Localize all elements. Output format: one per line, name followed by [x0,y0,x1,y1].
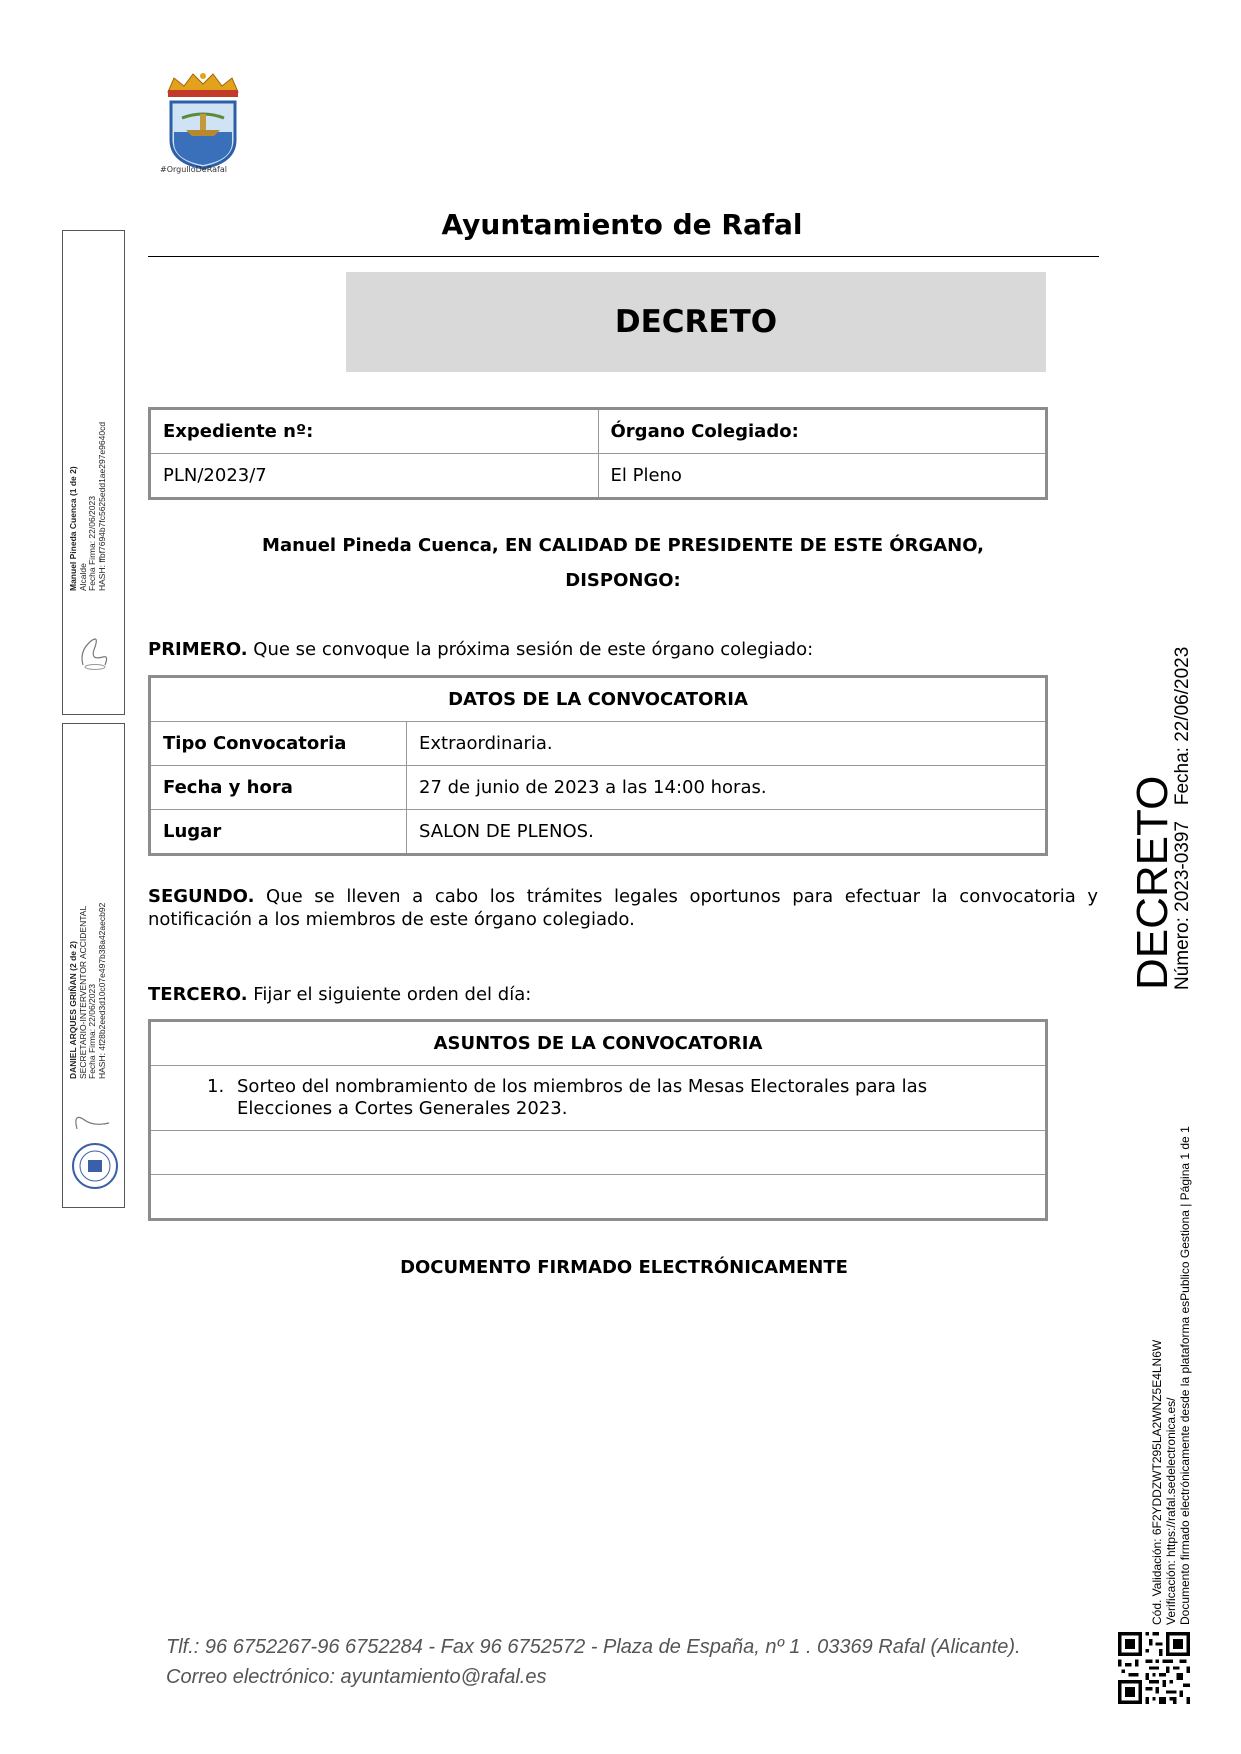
datos-convocatoria-table [148,675,1048,856]
signature-2-role: SECRETARIO-INTERVENTOR ACCIDENTAL [77,905,88,1079]
signature-1-role: Alcalde [77,563,88,591]
primero-text: Que se convoque la próxima sesión de este órgano colegiado: [247,639,814,660]
signature-panel-2 [62,723,125,1208]
primero-label: PRIMERO. [148,639,248,660]
stamp-verificacion: Verificación: https://rafal.sedelectronica.es/ [1164,1397,1178,1625]
datos-label: Fecha y hora [150,766,407,810]
table-row [150,766,1047,810]
footer-line-2: Correo electrónico: ayuntamiento@rafal.es [166,1666,547,1688]
table-row [150,810,1047,855]
datos-value: SALON DE PLENOS. [407,810,1047,855]
municipality-title: Ayuntamiento de Rafal [441,208,803,241]
signature-2-hash: HASH: 4f28b2eed3d10c07e497b38a42aecb92 [96,902,107,1079]
organo-label: Órgano Colegiado: [598,409,1047,454]
asunto-text: Sorteo del nombramiento de los miembros de las Mesas Electorales para las Elecciones a Cortes Generales 2023. [237,1076,928,1119]
table-row [150,1131,1047,1175]
tercero-label: TERCERO. [148,984,248,1005]
footer-line-1: Tlf.: 96 6752267-96 6752284 - Fax 96 6752572 - Plaza de España, nº 1 . 03369 Rafal (Alicante). [166,1636,1021,1658]
footer-contact [166,1632,1021,1692]
asuntos-header: ASUNTOS DE LA CONVOCATORIA [150,1021,1047,1066]
handwritten-signature-icon [77,631,111,671]
stamp-fecha: Fecha: 22/06/2023 [1172,646,1193,806]
signature-2-text [69,903,107,1079]
signature-1-hash: HASH: ffbf7694b7fc5625edd1ae297e9640cd [96,421,107,591]
qr-code-icon [1118,1632,1190,1704]
signature-panel-1 [62,230,125,715]
expediente-label: Expediente nº: [150,409,599,454]
datos-value: Extraordinaria. [407,722,1047,766]
list-item [150,1066,1047,1131]
segundo-text: Que se lleven a cabo los trámites legales oportunos para efectuar la convocatoria y notificación a los miembros de este órgano colegiado. [148,886,1098,930]
empty-cell [150,1175,1047,1220]
datos-value: 27 de junio de 2023 a las 14:00 horas. [407,766,1047,810]
stamp-validation [1150,1126,1192,1625]
signature-2-name: DANIEL ARQUES GRIÑAN (2 de 2) [68,941,78,1079]
decree-title [346,272,1046,372]
organo-value: El Pleno [598,454,1047,499]
president-line: Manuel Pineda Cuenca, EN CALIDAD DE PRESIDENTE DE ESTE ÓRGANO, [262,535,984,556]
dispongo-heading: DISPONGO: [565,570,681,591]
coat-of-arms-logo [158,70,248,180]
datos-header: DATOS DE LA CONVOCATORIA [150,677,1047,722]
expediente-value: PLN/2023/7 [150,454,599,499]
stamp-number-date [1172,647,1194,990]
signature-2-date: Fecha Firma: 22/06/2023 [87,984,97,1079]
segundo-label: SEGUNDO. [148,886,255,907]
signature-1-text [69,422,107,591]
primero-paragraph [148,638,1098,661]
empty-cell [150,1131,1047,1175]
decree-title-text: DECRETO [614,304,778,340]
datos-label: Tipo Convocatoria [150,722,407,766]
table-row [150,1175,1047,1220]
expediente-table [148,407,1048,500]
stamp-plataforma: Documento firmado electrónicamente desde la plataforma esPublico Gestiona | Página 1 de 1 [1178,1126,1192,1625]
tercero-paragraph [148,983,1098,1006]
asunto-number: 1. [207,1076,225,1097]
datos-label: Lugar [150,810,407,855]
stamp-validacion: Cód. Validación: 6F2YDDZWT295LA2WNZ5E4LN6W [1150,1339,1164,1625]
signature-1-date: Fecha Firma: 22/06/2023 [87,496,97,591]
stamp-numero: Número: 2023-0397 [1172,821,1193,990]
stamp-decreto: DECRETO [1128,775,1177,990]
logo-caption: #OrgulloDeRafal [160,165,227,174]
segundo-paragraph [148,885,1098,931]
header-divider [148,256,1099,257]
official-seal-icon [69,1109,119,1194]
tercero-text: Fijar el siguiente orden del día: [247,984,532,1005]
signed-notice: DOCUMENTO FIRMADO ELECTRÓNICAMENTE [400,1257,848,1278]
signature-1-name: Manuel Pineda Cuenca (1 de 2) [68,466,78,591]
asuntos-table [148,1019,1048,1221]
table-row [150,722,1047,766]
